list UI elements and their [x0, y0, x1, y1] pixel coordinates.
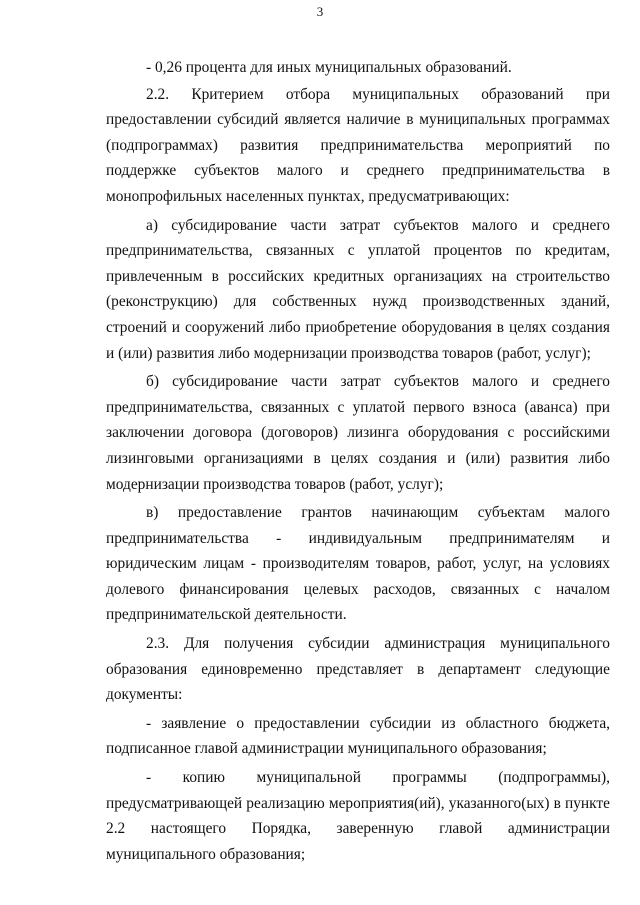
paragraph-item-a: а) субсидирование части затрат субъектов малого и среднего предпринимательства, связанных с уплатой процентов по кредитам, привлеченным в российских кредитных организациях на строительство (реконструкцию) для собственных нужд производственных зданий, строений и сооружений либо приобретение оборудования в целях создания и (или) развития либо модернизации производства товаров (работ, услуг);: [106, 216, 610, 362]
paragraph-quota-other: - 0,26 процента для иных муниципальных образований.: [146, 59, 512, 76]
page-number: 3: [316, 4, 324, 19]
paragraph-program-copy: - копию муниципальной программы (подпрограммы), предусматривающей реализацию мероприятия(ий), указанного(ых) в пункте 2.2 настоящего Порядка, заверенную главой администрации муниципального образования;: [106, 769, 610, 863]
paragraph-2-3-documents: 2.3. Для получения субсидии администрация муниципального образования единовременно представляет в департамент следующие документы:: [106, 635, 610, 704]
paragraph-item-b: б) субсидирование части затрат субъектов малого и среднего предпринимательства, связанных с уплатой первого взноса (аванса) при заключении договора (договоров) лизинга оборудования с российскими лизинговыми организациями в целях создания и (или) развития либо модернизации производства товаров (работ, услуг);: [106, 373, 610, 493]
document-body: [106, 55, 610, 867]
paragraph-item-c: в) предоставление грантов начинающим субъектам малого предпринимательства - индивидуальным предпринимателям и юридическим лицам - производителям товаров, работ, услуг, на условиях долевого финансирования целевых расходов, связанных с началом предпринимательской деятельности.: [106, 504, 610, 624]
paragraph-application: - заявление о предоставлении субсидии из областного бюджета, подписанное главой администрации муниципального образования;: [106, 714, 610, 758]
paragraph-2-2-criterion: 2.2. Критерием отбора муниципальных образований при предоставлении субсидий является наличие в муниципальных программах (подпрограммах) развития предпринимательства мероприятий по поддержке субъектов малого и среднего предпринимательства в монопрофильных населенных пунктах, предусматривающих:: [106, 85, 610, 205]
